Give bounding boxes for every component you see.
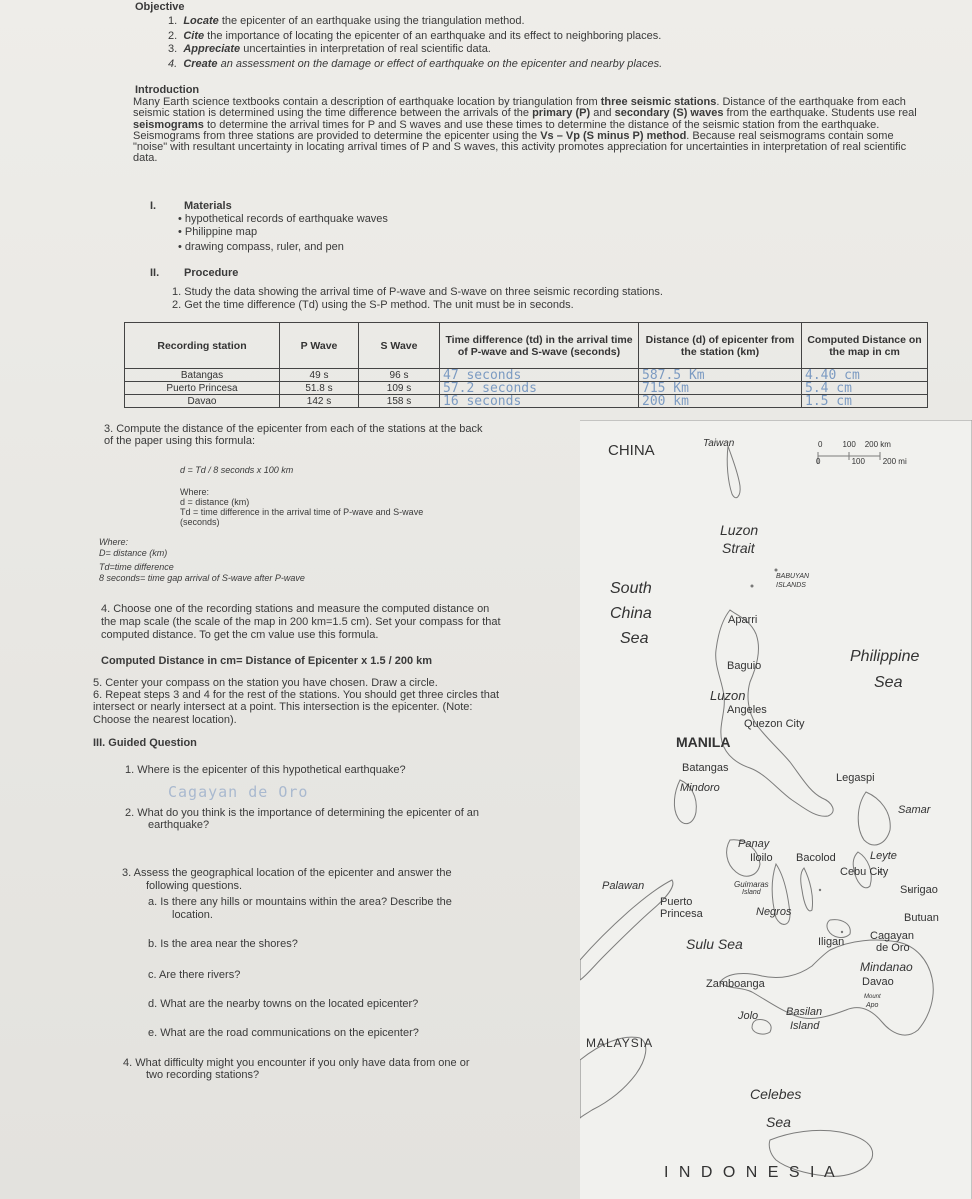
label-guimaras: Guimaras [734,880,769,889]
label-mindanao: Mindanao [860,960,913,974]
step-3-line: 3. Compute the distance of the epicenter from each of the stations at the back [104,423,483,435]
step-4-line: 4. Choose one of the recording stations and measure the computed distance on [101,603,490,615]
label-davao: Davao [862,976,894,988]
item-text: the importance of locating the epicenter of an earthquake and its effect to neighboring places. [204,30,662,42]
intro-bold: three seismic stations [600,96,717,108]
s-wave-cell: 158 s [359,395,440,408]
distance-cell: 715 Km [639,382,802,395]
label-quezon-city: Quezon City [744,718,805,730]
distance-formula: d = Td / 8 seconds x 100 km [180,465,294,475]
item-verb: Appreciate [183,43,241,55]
label-surigao: Surigao [900,884,938,896]
objective-item [168,30,661,42]
label-malaysia: MALAYSIA [586,1036,654,1050]
time-difference-cell: 57.2 seconds [440,382,639,395]
s-wave-cell: 96 s [359,369,440,382]
scale-tick: 0 [816,457,821,466]
label-mindoro: Mindoro [680,782,720,794]
step-4-line: computed distance. To get the cm value use this formula. [101,629,379,641]
label-baguio: Baguio [727,660,762,672]
label-babuyan: BABUYAN [776,573,810,580]
materials-item: • Philippine map [178,226,258,238]
label-mount-apo: Mount [864,994,881,1000]
label-manila: MANILA [676,734,731,750]
objective-item [168,58,662,70]
step-6-line: 6. Repeat steps 3 and 4 for the rest of the stations. You should get three circles that [93,689,500,701]
label-butuan: Butuan [904,912,939,924]
label-luzon-strait: Luzon [720,522,759,538]
intro-bold: secondary (S) waves [614,107,724,120]
intro-text: Many Earth science textbooks contain a description of earthquake location by triangulation from [133,96,601,108]
label-puerto-princesa: Princesa [660,908,703,920]
p-wave-cell: 51.8 s [280,382,359,395]
intro-bold: Vs – Vp (S minus P) method [540,129,687,142]
scale-km [818,440,891,449]
s-wave-cell: 109 s [359,382,440,395]
label-sulu-sea: Sulu Sea [686,936,743,952]
question-3c: c. Are there rivers? [148,969,241,981]
label-jolo: Jolo [738,1010,759,1022]
question-3b: b. Is the area near the shores? [148,938,298,950]
question-1: 1. Where is the epicenter of this hypothetical earthquake? [125,764,406,776]
objective-heading: Objective [135,1,185,13]
where-label: Where: [99,537,129,547]
scale-tick: 200 km [864,440,891,449]
procedure-heading: Procedure [184,267,239,279]
label-mount-apo: Apo [866,1002,879,1009]
item-text: an assessment on the damage or effect of earthquake on the epicenter and nearby places. [217,58,663,70]
where-definition: Td=time difference [99,562,174,572]
intro-text: and [590,107,615,120]
objective-item [168,15,525,27]
label-taiwan: Taiwan [703,438,735,449]
procedure-step: 2. Get the time difference (Td) using the S-P method. The unit must be in seconds. [172,299,574,311]
table-row [125,395,928,408]
label-philippine-sea: Philippine [850,648,920,665]
materials-item: • drawing compass, ruler, and pen [178,241,344,253]
guided-question-heading: III. Guided Question [93,737,197,749]
item-verb: Create [183,58,218,70]
label-cagayan-de-oro: de Oro [876,942,910,954]
question-2: earthquake? [148,819,210,831]
materials-number: I. [150,200,157,212]
philippine-map [580,420,972,1199]
distance-cell: 200 km [639,395,802,408]
where-definition: (seconds) [180,517,220,527]
map-distance-cell: 4.40 cm [802,369,928,382]
station-cell: Batangas [125,369,280,382]
question-3d: d. What are the nearby towns on the located epicenter? [148,998,419,1010]
label-china: CHINA [608,442,655,459]
table-row [125,382,928,395]
label-bacolod: Bacolod [796,852,836,864]
map-distance-cell: 1.5 cm [802,395,928,408]
table-header-row [125,323,928,369]
label-celebes-sea: Sea [766,1114,791,1130]
time-difference-cell: 47 seconds [440,369,639,382]
label-leyte: Leyte [870,850,897,862]
time-difference-cell: 16 seconds [440,395,639,408]
seismic-data-table [124,322,928,408]
intro-text: from the earthquake. Students use real [723,107,917,120]
where-definition: d = distance (km) [180,497,250,507]
label-babuyan: ISLANDS [776,582,806,589]
label-cebu-city: Cebu City [840,866,889,878]
label-south-china-sea: Sea [620,630,649,647]
item-verb: Cite [183,30,205,42]
label-samar: Samar [898,804,931,816]
label-palawan: Palawan [602,880,645,892]
label-zamboanga: Zamboanga [706,978,765,990]
introduction-paragraph [133,97,929,165]
item-number: 3. [168,43,178,55]
step-3-line: of the paper using this formula: [104,435,256,447]
p-wave-cell: 142 s [280,395,359,408]
scale-tick: 100 [851,457,865,466]
procedure-step: 1. Study the data showing the arrival time of P-wave and S-wave on three seismic recording stations. [172,286,663,298]
step-5-line: 5. Center your compass on the station you have chosen. Draw a circle. [93,677,438,689]
label-luzon-strait: Strait [722,540,755,556]
label-indonesia: I N D O N E S I A [664,1164,838,1181]
label-iligan: Iligan [818,936,845,948]
table-header: S Wave [359,323,440,369]
step-6-line: intersect or nearly intersect at a point. This intersection is the epicenter. (Note: [93,701,473,713]
item-verb: Locate [183,15,219,27]
label-philippine-sea: Sea [874,674,903,691]
item-number: 4. [168,58,178,70]
materials-item-text: Philippine map [184,226,258,238]
question-3e: e. What are the road communications on the epicenter? [148,1027,419,1039]
label-panay: Panay [738,838,770,850]
step-4-line: the map scale (the scale of the map in 200 km=1.5 cm). Set your compass for that [101,616,501,628]
distance-cell: 587.5 Km [639,369,802,382]
scale-tick: 0 [818,440,823,449]
label-puerto-princesa: Puerto [660,896,693,908]
item-text: uncertainties in interpretation of real scientific data. [240,43,491,55]
station-cell: Davao [125,395,280,408]
table-header: Time difference (td) in the arrival time of P-wave and S-wave (seconds) [440,323,639,369]
procedure-number: II. [150,267,160,279]
intro-text: . Distance of the earthquake from each seismic station is determined using the time difference between the arrivals of the [133,96,906,120]
label-negros: Negros [756,906,792,918]
label-aparri: Aparri [728,614,758,626]
scale-tick: 100 [842,440,856,449]
table-header: Computed Distance on the map in cm [802,323,928,369]
p-wave-cell: 49 s [280,369,359,382]
station-cell: Puerto Princesa [125,382,280,395]
label-south-china-sea: South [610,580,652,597]
question-3: 3. Assess the geographical location of the epicenter and answer the [122,867,452,879]
step-6-line: Choose the nearest location). [93,714,237,726]
scale-mi [816,457,907,466]
label-luzon: Luzon [710,688,746,703]
question-2: 2. What do you think is the importance of determining the epicenter of an [125,807,480,819]
cm-formula: Computed Distance in cm= Distance of Epicenter x 1.5 / 200 km [101,655,433,667]
table-row [125,369,928,382]
answer-1: Cagayan de Oro [168,783,309,801]
question-3a: a. Is there any hills or mountains within the area? Describe the [148,896,452,908]
where-label: Where: [180,487,210,497]
label-batangas: Batangas [682,762,729,774]
label-basilan: Basilan [786,1006,823,1018]
question-4: two recording stations? [146,1069,260,1081]
intro-text: . Because real seismograms contain some "noise" with resultant uncertainty in locating arrival times of P and S waves, this activity promotes appreciation for uncertainties in interpretation of real scientific data. [133,129,907,165]
table-header: P Wave [280,323,359,369]
label-south-china-sea: China [610,605,652,622]
materials-item-text: hypothetical records of earthquake waves [184,213,388,225]
label-celebes-sea: Celebes [750,1086,802,1102]
item-number: 2. [168,30,178,42]
label-cagayan-de-oro: Cagayan [870,930,915,942]
scale-tick: 200 mi [882,457,907,466]
materials-heading: Materials [184,200,232,212]
materials-item: • hypothetical records of earthquake waves [178,213,388,225]
item-text: the epicenter of an earthquake using the triangulation method. [218,15,525,27]
question-4: 4. What difficulty might you encounter if you only have data from one or [123,1057,470,1069]
where-definition: Td = time difference in the arrival time of P-wave and S-wave [180,507,424,517]
label-guimaras: Island [742,889,761,896]
where-definition: D= distance (km) [99,548,168,558]
label-angeles: Angeles [727,704,767,716]
intro-bold: primary (P) [532,107,591,120]
intro-bold: seismograms [133,118,204,131]
introduction-heading: Introduction [135,84,200,96]
map-distance-cell: 5.4 cm [802,382,928,395]
label-iloilo: Iloilo [750,852,773,864]
label-legaspi: Legaspi [836,772,875,784]
intro-text: to determine the arrival times for P and S waves and use these times to determine the distance of the seismic station from the earthquake. Seismograms from three stations are provided to determine the epicenter using the [133,118,880,142]
table-header: Recording station [125,323,280,369]
materials-item-text: drawing compass, ruler, and pen [184,241,344,253]
question-3: following questions. [146,880,243,892]
objective-item [168,43,491,55]
label-basilan: Island [790,1020,820,1032]
item-number: 1. [168,15,178,27]
question-3a: location. [172,909,213,921]
table-header: Distance (d) of epicenter from the station (km) [639,323,802,369]
where-definition: 8 seconds= time gap arrival of S-wave after P-wave [99,573,305,583]
